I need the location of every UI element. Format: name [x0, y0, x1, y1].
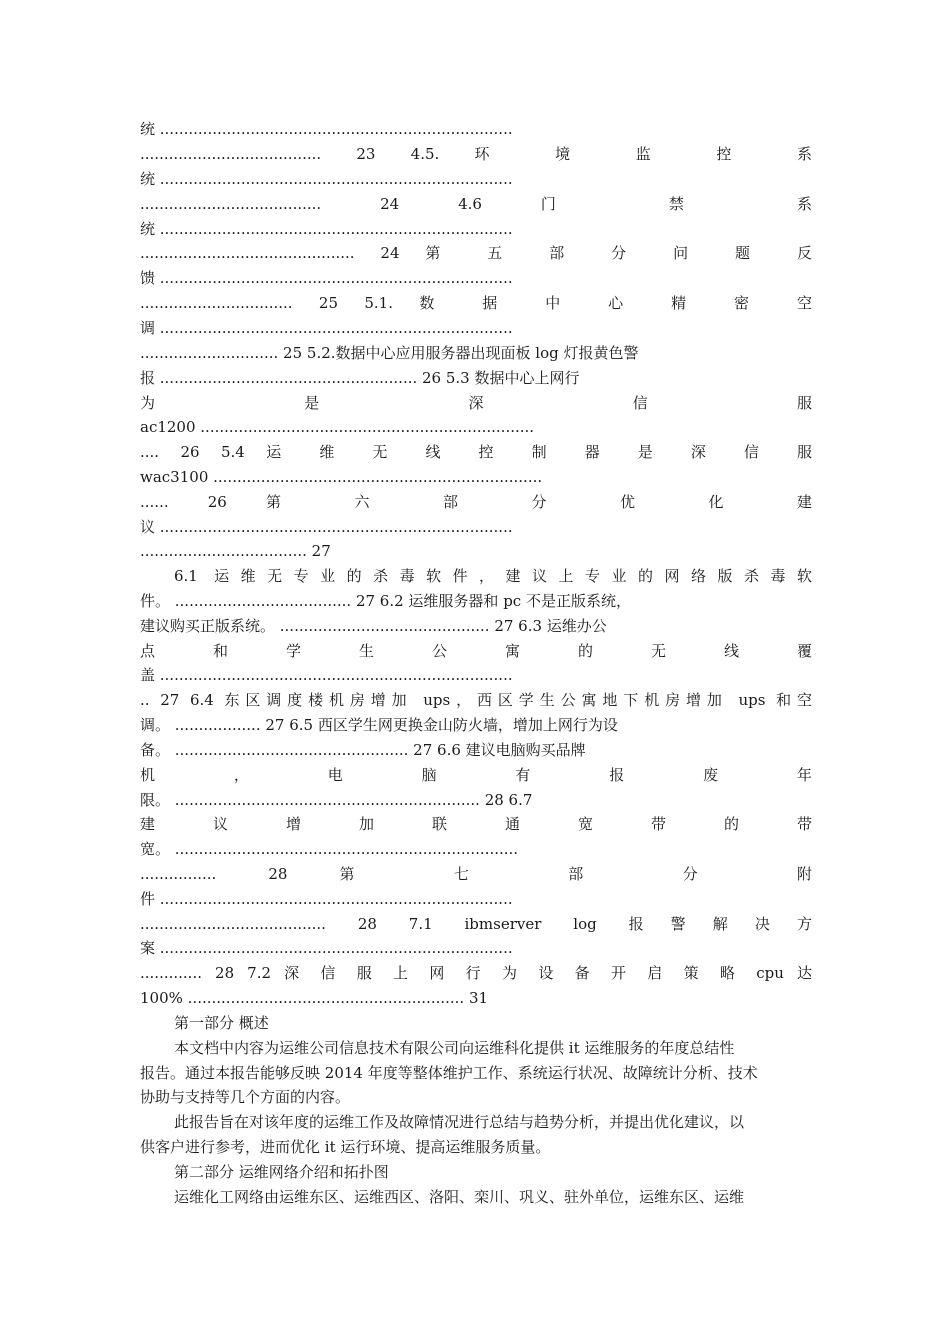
toc-line: ................ 28 第 七 部 分 附	[140, 865, 812, 883]
toc-line: 机 ， 电 脑 有 报 废 年	[140, 766, 812, 784]
paragraph-line: 报告。通过本报告能够反映 2014 年度等整体维护工作、系统运行状况、故障统计分析、技术	[140, 1064, 758, 1082]
toc-line: 6.1 运维无专业的杀毒软件，建议上专业的网络版杀毒软	[174, 567, 812, 585]
toc-line: ............................................. 24 第 五 部 分 问 题 反	[140, 244, 812, 262]
toc-line: 限。 ................................................................ 28 6.7	[140, 791, 533, 809]
toc-line: 统 ..........................................................................	[140, 220, 513, 238]
toc-line: 盖 ..........................................................................	[140, 666, 513, 684]
section-heading: 第二部分 运维网络介绍和拓扑图	[174, 1163, 389, 1181]
paragraph-line: 本文档中内容为运维公司信息技术有限公司向运维科化提供 it 运维服务的年度总结性	[174, 1039, 735, 1057]
toc-line: ................................... 27	[140, 542, 331, 560]
toc-line: 馈 ..........................................................................	[140, 269, 513, 287]
toc-line: ................................ 25 5.1. 数 据 中 心 精 密 空	[140, 294, 812, 312]
toc-line: 建议购买正版系统。 ............................................ 27 6.3 运维办公	[140, 617, 607, 635]
toc-line: ...................................... 24 4.6 门 禁 系	[140, 195, 812, 213]
toc-line: 备。 ................................................. 27 6.6 建议电脑购买品牌	[140, 741, 586, 759]
toc-line: wac3100 .....................................................................	[140, 468, 543, 486]
toc-line: 议 ..........................................................................	[140, 518, 513, 536]
paragraph-line: 供客户进行参考，进而优化 it 运行环境、提高运维服务质量。	[140, 1138, 551, 1156]
toc-line: ....................................... 28 7.1 ibmserver log 报警解决方	[140, 915, 812, 933]
toc-line: 调 ..........................................................................	[140, 319, 513, 337]
toc-line: 100% .......................................................... 31	[140, 989, 489, 1007]
toc-line: 件 ..........................................................................	[140, 890, 513, 908]
toc-line: 统 ..........................................................................	[140, 120, 513, 138]
toc-line: 点 和 学 生 公 寓 的 无 线 覆	[140, 642, 812, 660]
toc-line: 为 是 深 信 服	[140, 394, 812, 412]
toc-line: 建 议 增 加 联 通 宽 带 的 带	[140, 815, 812, 833]
toc-line: ...................................... 23 4.5. 环 境 监 控 系	[140, 145, 812, 163]
toc-line: .... 26 5.4 运 维 无 线 控 制 器 是 深 信 服	[140, 443, 812, 461]
paragraph-line: 此报告旨在对该年度的运维工作及故障情况进行总结与趋势分析，并提出优化建议，以	[174, 1113, 745, 1131]
toc-line: 报 ...................................................... 26 5.3 数据中心上网行	[140, 369, 580, 387]
paragraph-line: 协助与支持等几个方面的内容。	[140, 1088, 351, 1106]
toc-line: 统 ..........................................................................	[140, 170, 513, 188]
toc-line: ac1200 ......................................................................	[140, 418, 535, 436]
toc-line: .. 27 6.4 东区调度楼机房增加 ups，西区学生公寓地下机房增加 ups 和空	[140, 691, 812, 709]
section-heading: 第一部分 概述	[174, 1014, 269, 1032]
toc-line: ...... 26 第 六 部 分 优 化 建	[140, 493, 812, 511]
toc-line: ............. 28 7.2 深 信 服 上 网 行 为 设 备 开 启 策 略 cpu 达	[140, 964, 812, 982]
toc-line: 件。 ..................................... 27 6.2 运维服务器和 pc 不是正版系统，	[140, 592, 631, 610]
toc-line: 宽。 ........................................................................	[140, 840, 519, 858]
toc-line: 调。 .................. 27 6.5 西区学生网更换金山防火墙，增加上网行为设	[140, 716, 618, 734]
toc-line: 案 ..........................................................................	[140, 939, 513, 957]
toc-line: ............................. 25 5.2.数据中心应用服务器出现面板 log 灯报黄色警	[140, 344, 639, 362]
paragraph-line: 运维化工网络由运维东区、运维西区、洛阳、栾川、巩义、驻外单位，运维东区、运维	[174, 1188, 745, 1206]
